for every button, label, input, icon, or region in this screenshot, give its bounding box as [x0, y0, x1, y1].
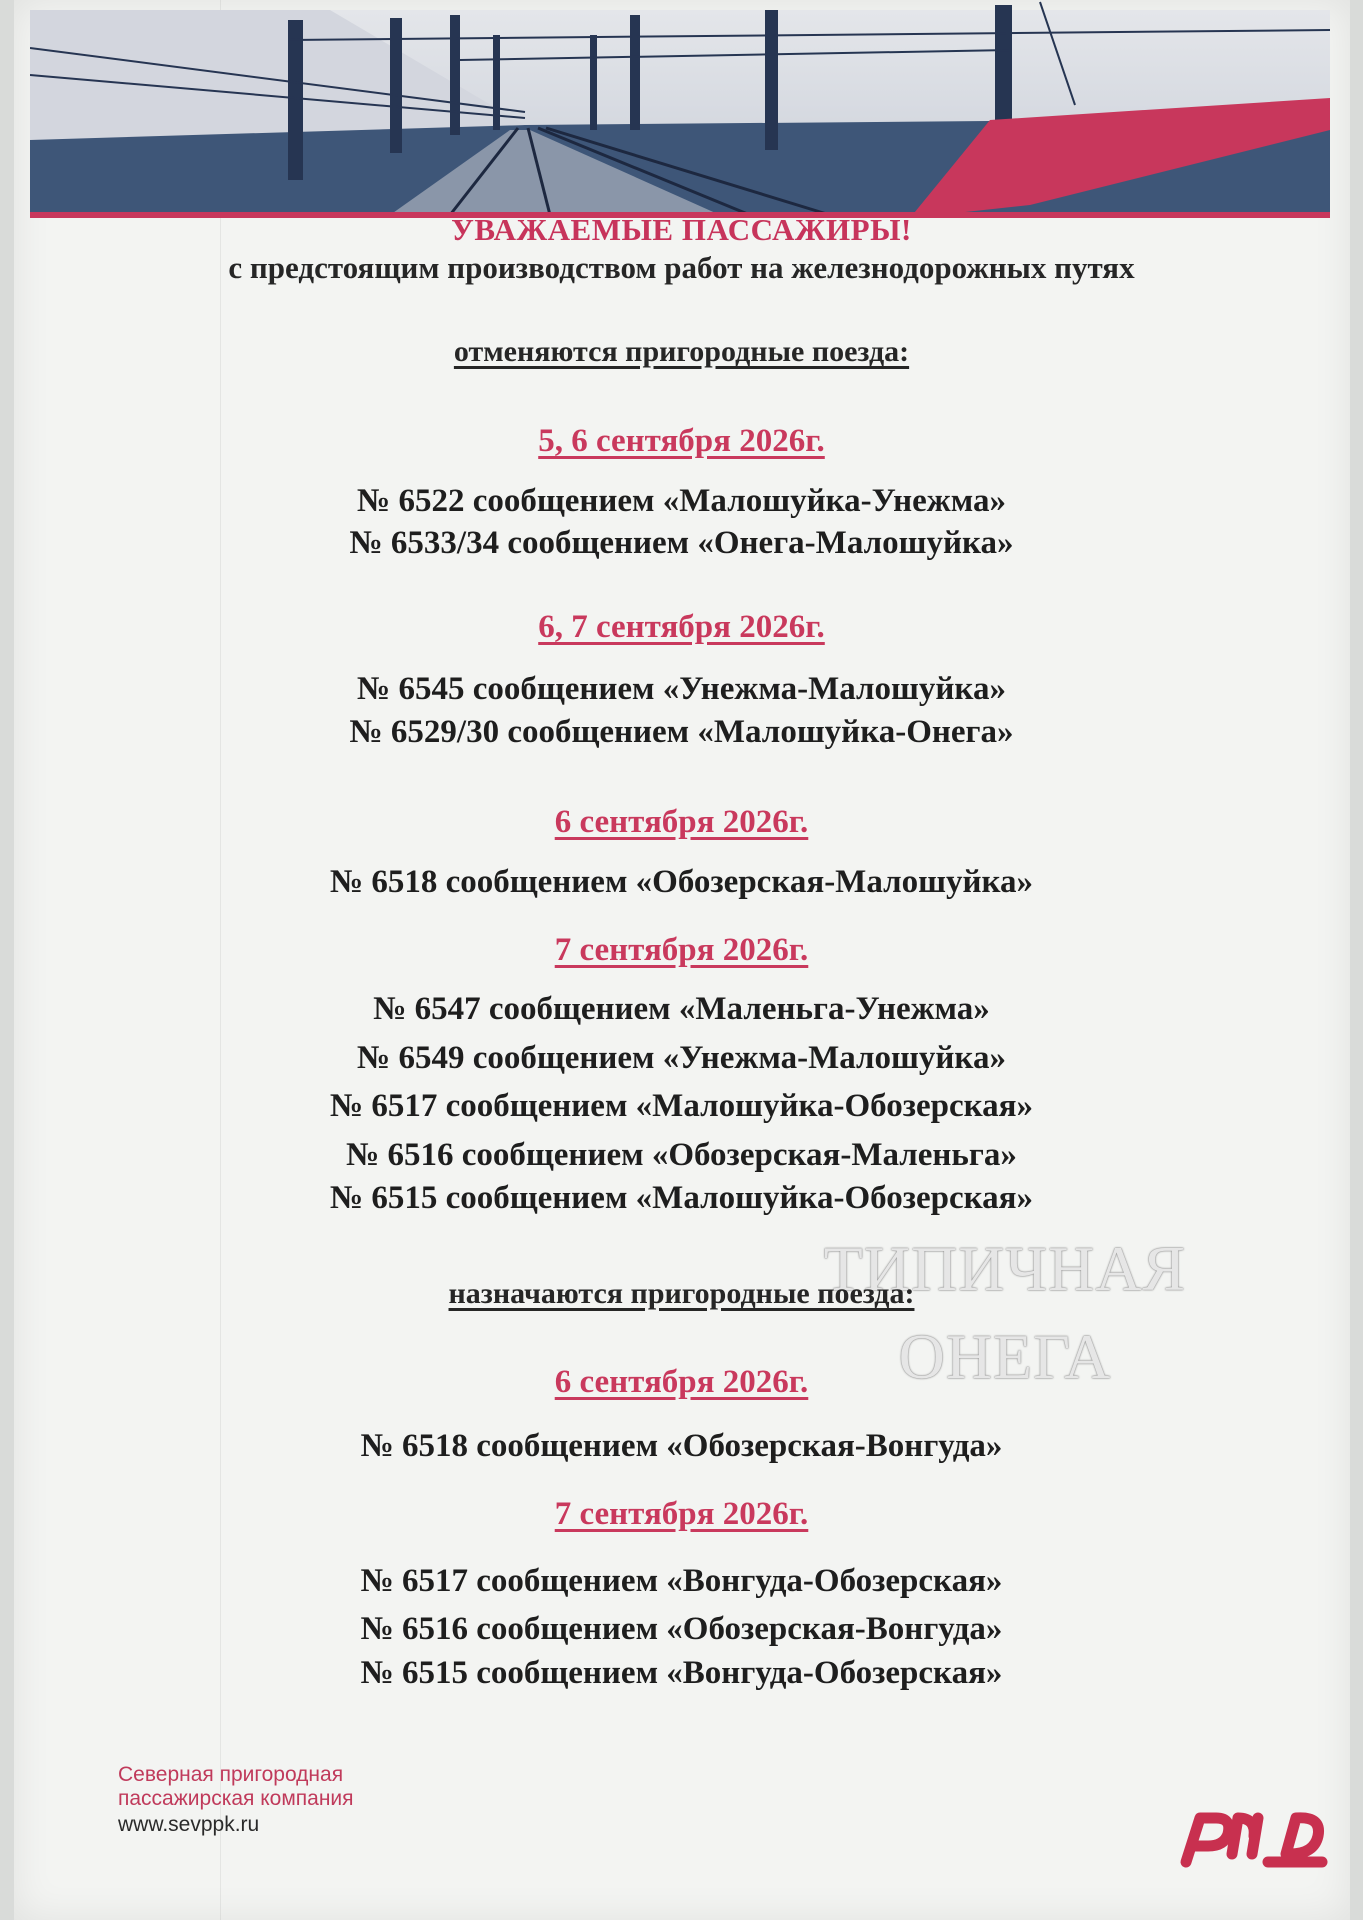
- company-name-line2: пассажирская компания: [118, 1787, 354, 1810]
- train-line: № 6515 сообщением «Вонгуда-Обозерская»: [360, 1655, 1003, 1691]
- notice-heading: УВАЖАЕМЫЕ ПАССАЖИРЫ!: [451, 212, 912, 247]
- train-line: № 6533/34 сообщением «Онега-Малошуйка»: [349, 525, 1014, 561]
- train-line: № 6517 сообщением «Вонгуда-Обозерская»: [360, 1563, 1003, 1599]
- train-line: № 6549 сообщением «Унежма-Малошуйка»: [357, 1040, 1006, 1076]
- rzd-logo-icon: [1172, 1796, 1332, 1876]
- train-line: № 6518 сообщением «Обозерская-Малошуйка»: [329, 864, 1034, 900]
- train-line: № 6518 сообщением «Обозерская-Вонгуда»: [360, 1428, 1003, 1464]
- notice-subheading: с предстоящим производством работ на железнодорожных путях: [228, 250, 1135, 285]
- cancelled-block-title: отменяются пригородные поезда:: [453, 335, 910, 368]
- train-line: № 6515 сообщением «Малошуйка-Обозерская»: [329, 1180, 1034, 1216]
- cancelled-date-3: 6 сентября 2026г.: [554, 804, 809, 840]
- train-line: № 6516 сообщением «Обозерская-Маленьга»: [346, 1137, 1017, 1173]
- train-line: № 6545 сообщением «Унежма-Малошуйка»: [357, 671, 1006, 707]
- watermark-line1: ТИПИЧНАЯ: [823, 1233, 1187, 1304]
- company-url: www.sevppk.ru: [118, 1813, 260, 1836]
- cancelled-date-2: 6, 7 сентября 2026г.: [538, 609, 825, 645]
- scheduled-date-1: 6 сентября 2026г.: [554, 1364, 809, 1400]
- railway-banner-image: [30, 0, 1330, 225]
- cancelled-date-4: 7 сентября 2026г.: [554, 932, 809, 968]
- train-line: № 6517 сообщением «Малошуйка-Обозерская»: [329, 1088, 1034, 1124]
- train-line: № 6522 сообщением «Малошуйка-Унежма»: [357, 483, 1006, 519]
- scheduled-date-2: 7 сентября 2026г.: [554, 1496, 809, 1532]
- train-line: № 6547 сообщением «Маленьга-Унежма»: [373, 991, 990, 1027]
- company-footer: [118, 1763, 354, 1839]
- scheduled-block-title: назначаются пригородные поезда:: [448, 1277, 915, 1310]
- train-line: № 6516 сообщением «Обозерская-Вонгуда»: [360, 1611, 1003, 1647]
- train-line: № 6529/30 сообщением «Малошуйка-Онега»: [349, 714, 1014, 750]
- cancelled-date-1: 5, 6 сентября 2026г.: [538, 423, 825, 459]
- watermark-line2: ОНЕГА: [898, 1321, 1112, 1392]
- company-name-line1: Северная пригородная: [118, 1763, 344, 1786]
